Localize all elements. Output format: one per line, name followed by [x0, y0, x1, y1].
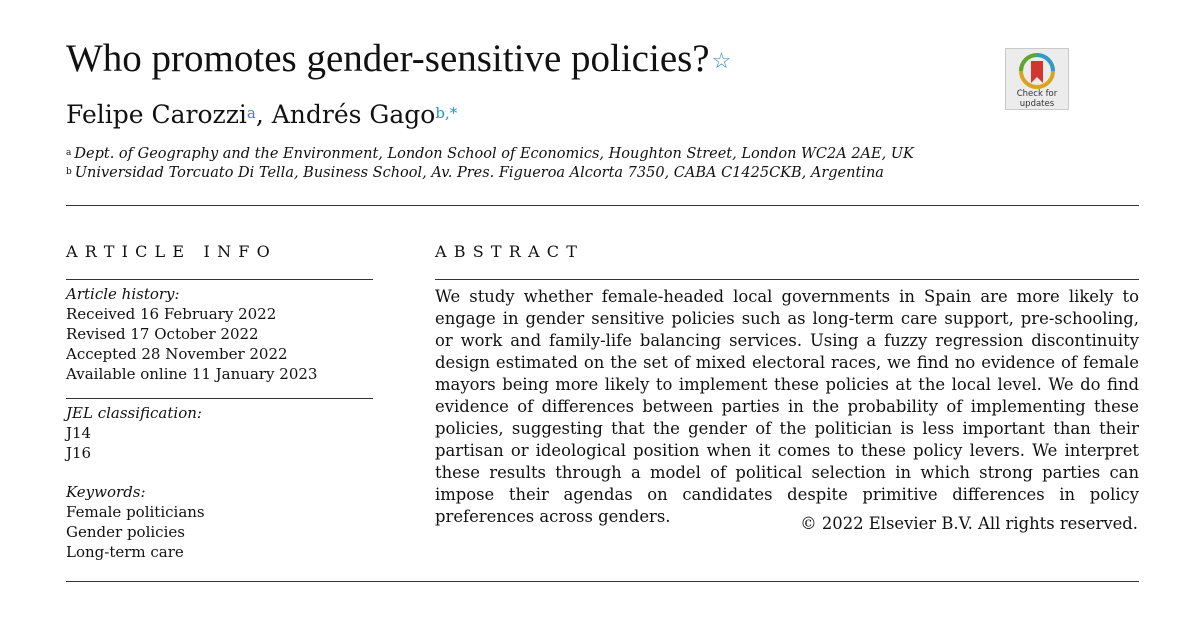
jel-code: J14 [66, 424, 92, 442]
affiliation-mark: a [66, 148, 72, 158]
history-item: Available online 11 January 2023 [66, 365, 318, 383]
check-updates-line2: updates [1019, 99, 1055, 109]
bookmark-ribbon-icon [1019, 53, 1055, 89]
abstract-divider [435, 279, 1139, 280]
header-divider [66, 205, 1139, 206]
keywords [66, 482, 205, 562]
affiliation-mark: b [66, 167, 72, 177]
jel-classification [66, 403, 202, 463]
article-info-divider [66, 279, 373, 280]
title-text: Who promotes gender-sensitive policies? [66, 37, 710, 80]
abstract-text: We study whether female-headed local governments in Spain are more likely to engage in gender sensitive policies such as long-term care support, pre-schooling, or work and family-life balancing services. Using a fuzzy regression discontinuity design estimated on the set of mixed electoral races, we find no evidence of female mayors being more likely to implement these policies at the local level. We do find evidence of differences between parties in the probability of implementing these policies, suggesting that the gender of the politician is less important than their partisan or ideological position when it comes to these policy levers. We interpret these results through a model of political selection in which strong parties can impose their agendas on candidates despite primitive differences in policy preferences across genders. [435, 287, 1139, 526]
check-updates-line1: Check for [1016, 89, 1058, 99]
check-for-updates-button[interactable] [1005, 48, 1069, 110]
keyword-item: Female politicians [66, 503, 205, 521]
keywords-label: Keywords: [66, 483, 146, 501]
article-info-heading: ARTICLE INFO [66, 242, 277, 261]
history-item: Received 16 February 2022 [66, 305, 277, 323]
affiliations [66, 145, 914, 183]
paper-title [66, 36, 731, 82]
author-name: Andrés Gago [271, 100, 436, 129]
article-history-label: Article history: [66, 285, 180, 303]
history-item: Accepted 28 November 2022 [66, 345, 288, 363]
affiliation-item [66, 145, 914, 164]
affiliation-item [66, 164, 914, 183]
history-divider [66, 398, 373, 399]
abstract-heading: ABSTRACT [435, 242, 585, 261]
author-list [66, 98, 457, 132]
affiliation-text: Dept. of Geography and the Environment, London School of Economics, Houghton Street, London WC2A 2AE, UK [74, 146, 914, 162]
author-affiliation-link[interactable]: b,* [435, 104, 458, 122]
author-separator: , [255, 100, 264, 129]
jel-label: JEL classification: [66, 404, 202, 422]
jel-code: J16 [66, 444, 92, 462]
history-item: Revised 17 October 2022 [66, 325, 259, 343]
author-affiliation-link[interactable]: a [246, 104, 256, 122]
keyword-item: Long-term care [66, 543, 184, 561]
title-footnote-star-icon[interactable]: ☆ [711, 48, 732, 73]
keyword-item: Gender policies [66, 523, 185, 541]
copyright-notice: © 2022 Elsevier B.V. All rights reserved. [800, 514, 1138, 533]
affiliation-text: Universidad Torcuato Di Tella, Business School, Av. Pres. Figueroa Alcorta 7350, CABA C1425CKB, Argentina [74, 165, 884, 181]
footer-divider [66, 581, 1139, 582]
author-name: Felipe Carozzi [66, 100, 247, 129]
article-history [66, 284, 317, 384]
